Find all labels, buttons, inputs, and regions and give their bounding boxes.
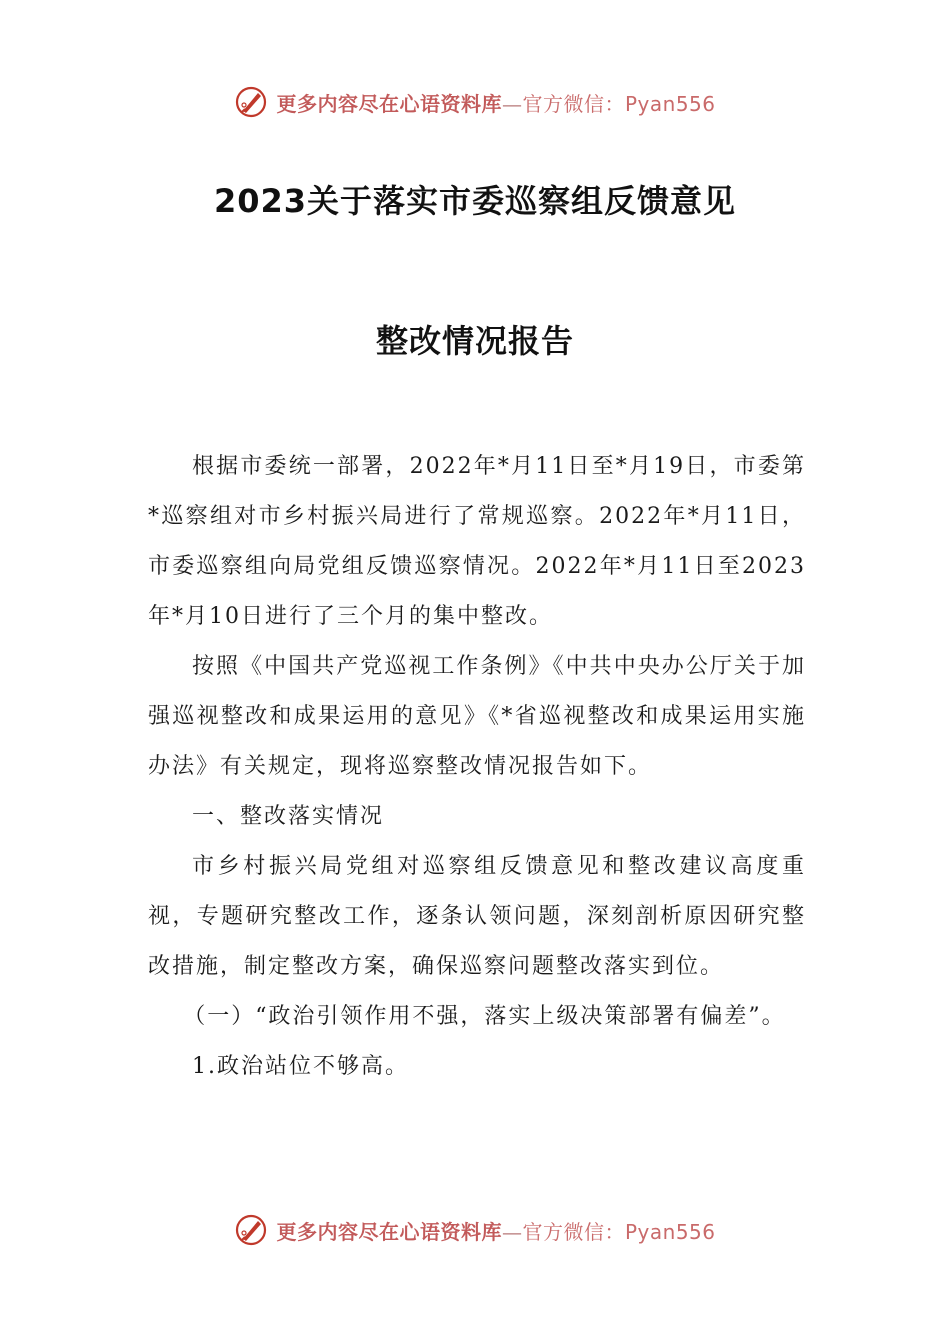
footer-watermark bbox=[0, 1210, 950, 1250]
watermark-account: Pyan556 bbox=[624, 91, 716, 116]
watermark-text bbox=[276, 88, 715, 117]
watermark-main-text: 更多内容尽在心语资料库 bbox=[276, 1219, 502, 1244]
quill-logo-icon bbox=[234, 85, 268, 119]
header-watermark bbox=[0, 82, 950, 122]
quill-logo-icon bbox=[234, 1213, 268, 1247]
section-heading: 一、整改落实情况 bbox=[192, 804, 385, 829]
watermark-suffix: 官方微信： bbox=[522, 1219, 625, 1244]
paragraph: 市乡村振兴局党组对巡察组反馈意见和整改建议高度重视，专题研究整改工作，逐条认领问题，深刻剖析原因研究整改措施，制定整改方案，确保巡察问题整改落实到位。 bbox=[148, 854, 806, 979]
watermark-account: Pyan556 bbox=[624, 1219, 716, 1244]
list-item: 1.政治站位不够高。 bbox=[192, 1054, 409, 1079]
paragraph: 按照《中国共产党巡视工作条例》《中共中央办公厅关于加强巡视整改和成果运用的意见》《*省巡视整改和成果运用实施办法》有关规定，现将巡察整改情况报告如下。 bbox=[148, 654, 806, 779]
watermark-separator: — bbox=[501, 1219, 523, 1244]
watermark-main-text: 更多内容尽在心语资料库 bbox=[276, 91, 502, 116]
watermark-separator: — bbox=[501, 91, 523, 116]
watermark-text bbox=[276, 1216, 715, 1245]
document-title-line2: 整改情况报告 bbox=[375, 322, 574, 360]
watermark-suffix: 官方微信： bbox=[522, 91, 625, 116]
document-title-line1: 2023关于落实市委巡察组反馈意见 bbox=[213, 182, 737, 220]
document-body bbox=[148, 442, 806, 1092]
paragraph: 根据市委统一部署，2022年*月11日至*月19日，市委第*巡察组对市乡村振兴局进行了常规巡察。2022年*月11日，市委巡察组向局党组反馈巡察情况。2022年*月11日至2023年*月10日进行了三个月的集中整改。 bbox=[148, 454, 806, 629]
subsection-heading: （一）“政治引领作用不强，落实上级决策部署有偏差”。 bbox=[183, 1004, 786, 1029]
